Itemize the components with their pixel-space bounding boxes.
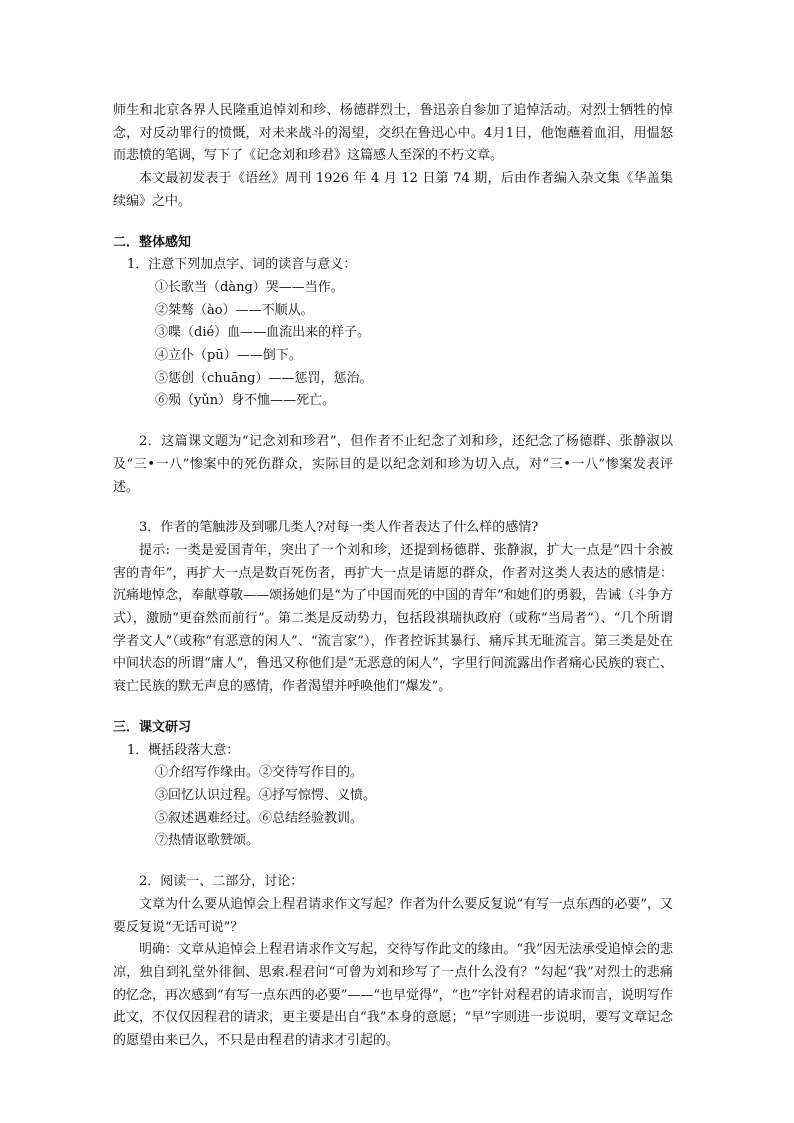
discussion-title: 2．阅读一、二部分，讨论： (139, 874, 304, 890)
intro-paragraph-1: 师生和北京各界人民隆重追悼刘和珍、杨德群烈士，鲁迅亲自参加了追悼活动。对烈士牺牲的悼念，对反动罪行的愤慨，对未来战斗的渴望，交织在鲁迅心中。4月1日，他饱蘸着血泪，用愠怒而悲愤的笔调，写下了《记念刘和珍君》这篇感人至深的不朽文章。 (113, 103, 673, 164)
intro-paragraph-2: 本文最初发表于《语丝》周刊 1926 年 4 月 12 日第 74 期，后由作者编入杂文集《华盖集续编》之中。 (113, 171, 673, 209)
question-1-title: 1．注意下列加点字、词的读音与意义： (127, 257, 357, 273)
section-heading-study: 三．课文研习 (113, 719, 192, 735)
discussion-answer: 明确：文章从追悼会上程君请求作文写起，交待写作此文的缘由。“我”因无法承受追悼会的悲凉，独自到礼堂外徘徊、思索.程君问“可曾为刘和珍写了一点什么没有？”勾起“我”对烈士的悲痛的忆念，再次感到“有写一点东西的必要”——“也早觉得”，“也”字针对程君的请求而言，说明写作此文，不仅仅因程君的请求，更主要是出自“我”本身的意愿；“早”字则进一步说明，要写文章记念的愿望由来已久，不只是由程君的请求才引起的。 (113, 942, 673, 1049)
pronunciation-item: ③喋（dié）血——血流出来的样子。 (155, 325, 371, 341)
summary-item: ①介绍写作缘由。②交待写作目的。 (155, 765, 364, 781)
paragraph-summary-title: 1．概括段落大意： (127, 742, 240, 758)
summary-item: ⑦热情讴歌赞颂。 (155, 833, 260, 849)
question-3-hint: 提示: 一类是爱国青年，突出了一个刘和珍，还提到杨德群、张静淑，扩大一点是“四十余被害的青年”，再扩大一点是数百死伤者，再扩大一点是请愿的群众，作者对这类人表达的感情是：沉痛地悼念，奉献尊敬——颂扬她们是“为了中国而死的中国的青年”和她们的勇毅，告诫（斗争方式），激励“更奋然而前行”。第二类是反动势力，包括段祺瑞执政府（或称“当局者”）、“几个所谓学者文人”（或称“有恶意的闲人”、“流言家”），作者控诉其暴行、痛斥其无耻流言。第三类是处在中间状态的所谓“庸人”，鲁迅又称他们是“无恶意的闲人”，字里行间流露出作者痛心民族的衰亡、衰亡民族的默无声息的感情，作者渴望并呼唤他们“爆发”。 (113, 542, 673, 695)
summary-item: ⑤叙述遇难经过。⑥总结经验教训。 (155, 810, 364, 826)
pronunciation-item: ①长歌当（dàng）哭——当作。 (155, 279, 344, 295)
pronunciation-item: ②桀骜（ào）——不顺从。 (155, 302, 314, 318)
section-heading-overall: 二．整体感知 (113, 234, 192, 250)
question-2-text: 2．这篇课文题为“记念刘和珍君”，但作者不止纪念了刘和珍，还纪念了杨德群、张静淑以及“三•一八”惨案中的死伤群众，实际目的是以纪念刘和珍为切入点，对“三•一八”惨案发表评述。 (113, 434, 673, 495)
summary-item: ③回忆认识过程。④抒写惊愕、义愤。 (155, 787, 377, 803)
pronunciation-item: ⑤惩创（chuāng）——惩罚，惩治。 (155, 370, 373, 386)
question-3-title: 3．作者的笔触涉及到哪几类人?对每一类人作者表达了什么样的感情? (139, 520, 539, 536)
pronunciation-item: ⑥殒（yǔn）身不恤——死亡。 (155, 393, 336, 409)
discussion-question: 文章为什么要从追悼会上程君请求作文写起？作者为什么要反复说“有写一点东西的必要”，又要反复说“无话可说”？ (113, 896, 673, 935)
pronunciation-item: ④立仆（pū）——倒下。 (155, 348, 302, 364)
document-page (113, 100, 673, 1053)
